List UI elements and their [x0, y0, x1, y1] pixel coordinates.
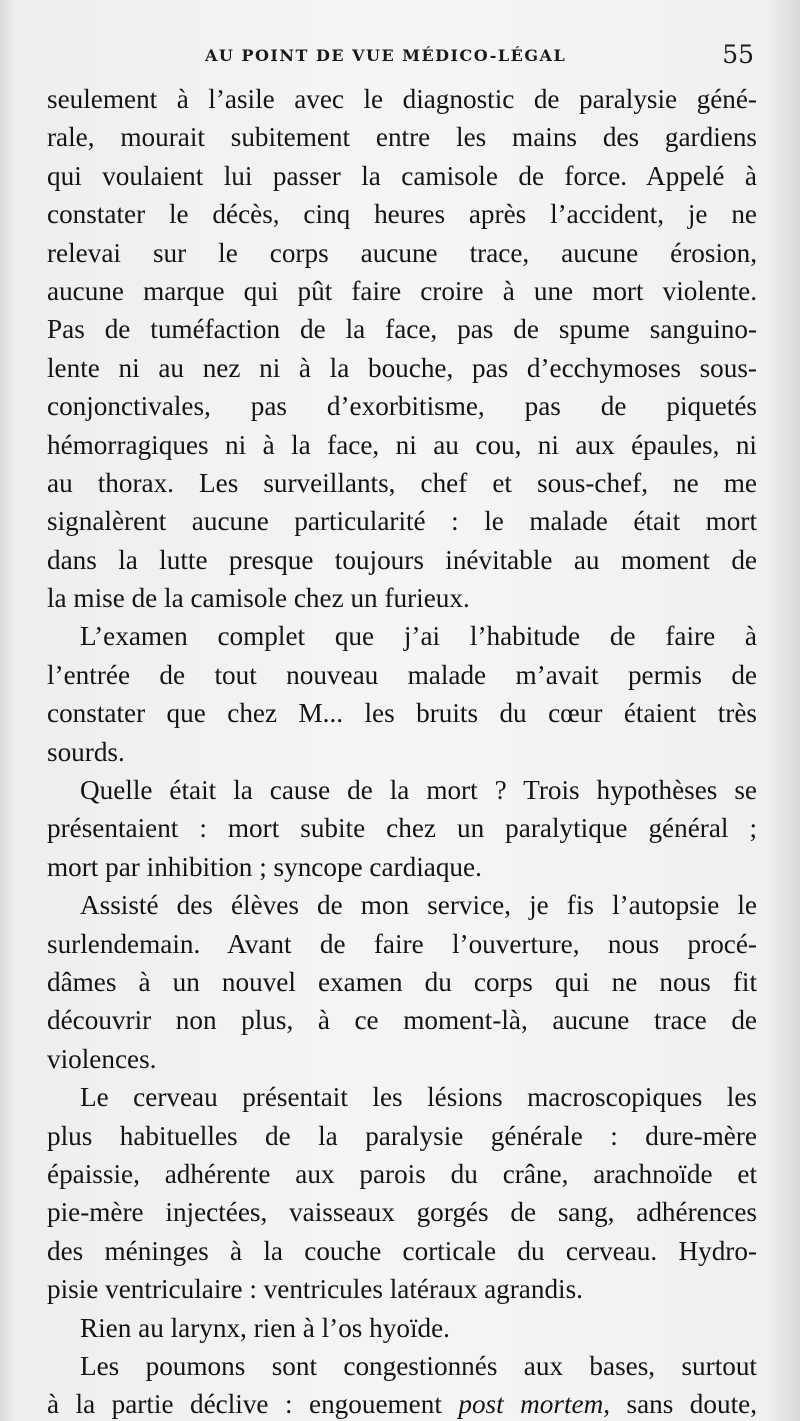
text-line: hémorragiques ni à la face, ni au cou, ni aux épaules, ni — [47, 429, 757, 460]
page-header — [45, 40, 760, 70]
text-line: Pas de tuméfaction de la face, pas de spume sanguino- — [47, 314, 757, 345]
running-head: AU POINT DE VUE MÉDICO-LÉGAL — [205, 46, 567, 65]
text-line: la mise de la camisole chez un furieux. — [47, 583, 470, 614]
text-line: relevai sur le corps aucune trace, aucune érosion, — [47, 237, 757, 268]
text-line: Rien au larynx, rien à l’os hyoïde. — [80, 1312, 450, 1343]
text-line: constater le décès, cinq heures après l’accident, je ne — [47, 199, 757, 230]
text-line: plus habituelles de la paralysie générale : dure-mère — [47, 1120, 757, 1151]
text-line: pisie ventriculaire : ventricules latéraux agrandis. — [47, 1274, 583, 1305]
page-number: 55 — [722, 40, 754, 69]
text-line: surlendemain. Avant de faire l’ouverture, nous procé- — [47, 928, 757, 959]
text-line: l’entrée de tout nouveau malade m’avait permis de — [47, 659, 757, 690]
text-line: L’examen complet que j’ai l’habitude de faire à — [80, 621, 757, 652]
body-text — [47, 80, 757, 1421]
text-line: sourds. — [47, 736, 125, 767]
last-line-before: à la partie déclive : engouement — [47, 1389, 459, 1420]
text-line: au thorax. Les surveillants, chef et sous-chef, ne me — [47, 467, 757, 498]
text-line: Quelle était la cause de la mort ? Trois hypothèses se — [80, 775, 757, 806]
text-line: Assisté des élèves de mon service, je fis l’autopsie le — [80, 890, 757, 921]
text-line: dâmes à un nouvel examen du corps qui ne nous fit — [47, 966, 757, 997]
text-line: pie-mère injectées, vaisseaux gorgés de sang, adhérences — [47, 1197, 757, 1228]
text-line: aucune marque qui pût faire croire à une mort violente. — [47, 275, 757, 306]
last-line-italic: post mortem — [458, 1389, 604, 1420]
text-line: mort par inhibition ; syncope cardiaque. — [47, 851, 482, 882]
text-line: rale, mourait subitement entre les mains des gardiens — [47, 122, 757, 153]
text-line: violences. — [47, 1043, 157, 1074]
text-line: lente ni au nez ni à la bouche, pas d’ecchymoses sous- — [47, 352, 757, 383]
text-line: Le cerveau présentait les lésions macroscopiques les — [80, 1082, 757, 1113]
text-line: épaissie, adhérente aux parois du crâne, arachnoïde et — [47, 1158, 757, 1189]
text-line: dans la lutte presque toujours inévitable au moment de — [47, 544, 757, 575]
text-line: présentaient : mort subite chez un paralytique général ; — [47, 813, 757, 844]
text-line: constater que chez M... les bruits du cœur étaient très — [47, 698, 757, 729]
text-line: signalèrent aucune particularité : le malade était mort — [47, 506, 757, 537]
text-line-last — [47, 1385, 757, 1421]
text-line: seulement à l’asile avec le diagnostic de paralysie géné- — [47, 84, 757, 114]
text-line: conjonctivales, pas d’exorbitisme, pas de piquetés — [47, 391, 757, 422]
text-line: découvrir non plus, à ce moment-là, aucune trace de — [47, 1005, 757, 1036]
last-line-after: , sans doute, — [603, 1389, 757, 1420]
text-line: qui voulaient lui passer la camisole de force. Appelé à — [47, 160, 757, 191]
text-line: des méninges à la couche corticale du cerveau. Hydro- — [47, 1235, 757, 1266]
text-line: Les poumons sont congestionnés aux bases, surtout — [80, 1350, 757, 1381]
